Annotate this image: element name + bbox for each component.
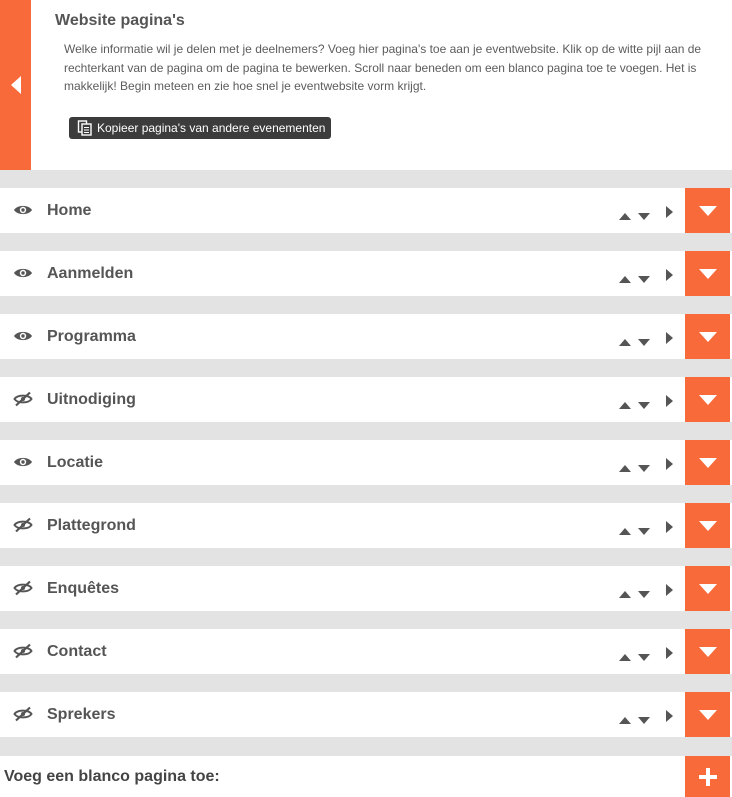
page-row-label: Enquêtes xyxy=(47,580,120,597)
eye-slash-icon[interactable] xyxy=(13,643,33,659)
move-down-icon[interactable] xyxy=(638,333,650,351)
page-row xyxy=(0,629,732,674)
chevron-down-icon xyxy=(699,710,717,720)
page-row xyxy=(0,503,732,548)
chevron-down-icon xyxy=(699,521,717,531)
chevron-down-icon xyxy=(699,206,717,216)
eye-slash-icon[interactable] xyxy=(13,580,33,596)
move-down-icon[interactable] xyxy=(638,396,650,414)
page-menu-button[interactable] xyxy=(685,377,730,422)
expand-right-icon[interactable] xyxy=(666,583,673,601)
eye-icon[interactable] xyxy=(13,328,33,344)
move-up-icon[interactable] xyxy=(619,459,631,477)
eye-icon[interactable] xyxy=(13,202,33,218)
eye-slash-icon[interactable] xyxy=(13,706,33,722)
page-row xyxy=(0,566,732,611)
page-menu-button[interactable] xyxy=(685,251,730,296)
add-page-button[interactable] xyxy=(685,756,730,797)
page-menu-button[interactable] xyxy=(685,692,730,737)
move-up-icon[interactable] xyxy=(619,585,631,603)
move-up-icon[interactable] xyxy=(619,207,631,225)
header-panel xyxy=(0,0,732,170)
expand-right-icon[interactable] xyxy=(666,709,673,727)
header-description: Welke informatie wil je delen met je deelnemers? Voeg hier pagina's toe aan je eventwebsite. Klik op de witte pijl aan de rechterkant van de pagina om de pagina te bewerken. Scroll naar beneden om een blanco pagina toe te voegen. Het is makkelijk! Begin meteen en zie hoe snel je eventwebsite vorm krijgt. xyxy=(64,42,702,93)
page-menu-button[interactable] xyxy=(685,503,730,548)
collapse-panel-tab[interactable] xyxy=(0,0,31,170)
page-row-label: Programma xyxy=(47,328,136,345)
move-down-icon[interactable] xyxy=(638,711,650,729)
page-row-label: Home xyxy=(47,202,92,219)
chevron-down-icon xyxy=(699,332,717,342)
chevron-left-icon xyxy=(11,76,21,94)
chevron-down-icon xyxy=(699,458,717,468)
copy-pages-label: Kopieer pagina's van andere evenementen xyxy=(97,121,326,135)
page-row-label: Plattegrond xyxy=(47,517,136,534)
move-up-icon[interactable] xyxy=(619,522,631,540)
page-menu-button[interactable] xyxy=(685,566,730,611)
move-down-icon[interactable] xyxy=(638,459,650,477)
move-down-icon[interactable] xyxy=(638,207,650,225)
plus-icon xyxy=(699,768,717,786)
page-menu-button[interactable] xyxy=(685,314,730,359)
chevron-down-icon xyxy=(699,584,717,594)
page-row-label: Sprekers xyxy=(47,706,116,723)
copy-pages-button[interactable] xyxy=(69,117,331,139)
expand-right-icon[interactable] xyxy=(666,205,673,223)
move-up-icon[interactable] xyxy=(619,270,631,288)
page-row xyxy=(0,692,732,737)
expand-right-icon[interactable] xyxy=(666,331,673,349)
chevron-down-icon xyxy=(699,395,717,405)
eye-slash-icon[interactable] xyxy=(13,391,33,407)
page-title: Website pagina's xyxy=(55,12,185,29)
expand-right-icon[interactable] xyxy=(666,646,673,664)
expand-right-icon[interactable] xyxy=(666,520,673,538)
page-menu-button[interactable] xyxy=(685,188,730,233)
chevron-down-icon xyxy=(699,269,717,279)
move-down-icon[interactable] xyxy=(638,648,650,666)
page-row-label: Uitnodiging xyxy=(47,391,136,408)
eye-slash-icon[interactable] xyxy=(13,517,33,533)
page-row-label: Contact xyxy=(47,643,107,660)
expand-right-icon[interactable] xyxy=(666,394,673,412)
add-blank-page-row xyxy=(0,756,732,797)
expand-right-icon[interactable] xyxy=(666,268,673,286)
chevron-down-icon xyxy=(699,647,717,657)
expand-right-icon[interactable] xyxy=(666,457,673,475)
eye-icon[interactable] xyxy=(13,265,33,281)
move-up-icon[interactable] xyxy=(619,711,631,729)
move-up-icon[interactable] xyxy=(619,333,631,351)
move-down-icon[interactable] xyxy=(638,522,650,540)
move-up-icon[interactable] xyxy=(619,648,631,666)
copy-icon xyxy=(77,120,93,136)
page-row xyxy=(0,251,732,296)
move-down-icon[interactable] xyxy=(638,585,650,603)
eye-icon[interactable] xyxy=(13,454,33,470)
page-menu-button[interactable] xyxy=(685,629,730,674)
page-row xyxy=(0,314,732,359)
page-menu-button[interactable] xyxy=(685,440,730,485)
page-row xyxy=(0,440,732,485)
move-down-icon[interactable] xyxy=(638,270,650,288)
page-row xyxy=(0,377,732,422)
move-up-icon[interactable] xyxy=(619,396,631,414)
page-row-label: Locatie xyxy=(47,454,104,471)
page-row xyxy=(0,188,732,233)
page-row-label: Aanmelden xyxy=(47,265,134,282)
add-blank-page-label: Voeg een blanco pagina toe: xyxy=(4,768,220,785)
